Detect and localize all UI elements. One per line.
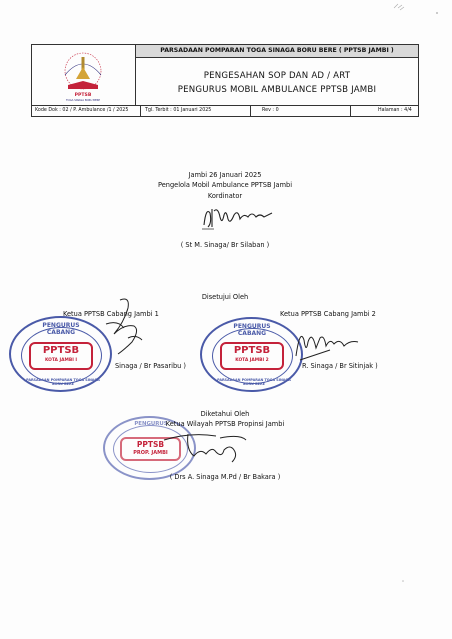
known-signature <box>160 426 250 471</box>
stamp-box <box>220 342 284 370</box>
title-line-1: PENGESAHAN SOP DAN AD / ART <box>203 71 351 81</box>
document-header <box>31 44 419 106</box>
divider <box>140 106 141 116</box>
stamp-ring-text: PARSADAAN POMPARAN TOGA SINAGA BORU BERE <box>26 378 100 386</box>
signer-position: Kordinator <box>207 192 243 200</box>
scanner-dot-icon <box>434 10 440 16</box>
known-name: ( Drs A. Sinaga M.Pd / Br Bakara ) <box>169 473 281 481</box>
stamp-sub-text: KOTA JAMBI I <box>44 358 78 363</box>
approver-right-title: Ketua PPTSB Cabang Jambi 2 <box>280 310 376 318</box>
stamp-ring-text: PARSADAAN POMPARAN TOGA SINAGA BORU BERE <box>217 378 291 386</box>
approved-heading: Disetujui Oleh <box>201 293 249 301</box>
stamp-top-text: PENGURUS CABANG <box>233 323 271 337</box>
scanner-mark-icon <box>392 2 406 12</box>
logo-cell <box>32 45 136 105</box>
known-title: Ketua Wilayah PPTSB Propinsi Jambi <box>165 420 285 428</box>
document-meta-row <box>31 106 419 117</box>
coordinator-signature <box>198 203 278 233</box>
signer-role: Pengelola Mobil Ambulance PPTSB Jambi <box>157 181 293 189</box>
divider <box>250 106 251 116</box>
stamp-main-text: PPTSB <box>233 345 271 356</box>
stamp-main-text: PPTSB <box>136 440 165 449</box>
kode-dok: Kode Dok : 02 / P. Ambulance /1 / 2025 <box>35 108 129 113</box>
svg-text:PPTSB: PPTSB <box>74 93 92 98</box>
tgl-terbit: Tgl. Terbit : 01 Januari 2025 <box>145 108 212 113</box>
known-heading: Diketahui Oleh <box>200 410 250 418</box>
stamp-main-text: PPTSB <box>42 345 80 356</box>
approver-left-name: Sinaga / Br Pasaribu ) <box>115 362 186 370</box>
approver-left-signature <box>84 294 154 364</box>
title-line-2: PENGURUS MOBIL AMBULANCE PPTSB JAMBI <box>177 85 377 95</box>
stamp-cabang-jambi-2 <box>200 317 303 392</box>
stamp-top-text: PENGURUS <box>134 421 168 427</box>
pptsb-logo-icon <box>32 45 135 105</box>
page-number: Halaman : 4/4 <box>378 108 412 113</box>
revision: Rev : 0 <box>262 108 279 113</box>
coordinator-name: ( St M. Sinaga/ Br Silaban ) <box>180 241 270 249</box>
org-name: PARSADAAN POMPARAN TOGA SINAGA BORU BERE ( PPTSB JAMBI ) <box>136 45 418 58</box>
stamp-top-text: PENGURUS CABANG <box>42 322 80 336</box>
scanner-dot-icon <box>400 578 406 584</box>
place-date: Jambi 26 Januari 2025 <box>188 171 262 179</box>
stamp-sub-text: KOTA JAMBI 2 <box>235 358 269 363</box>
stamp-sub-text: PROP. JAMBI <box>133 450 168 456</box>
approver-right-name: R. Sinaga / Br Sitinjak ) <box>302 362 378 370</box>
document-title <box>136 58 418 105</box>
svg-text:TOGA SINAGA BORU BERE: TOGA SINAGA BORU BERE <box>65 99 101 102</box>
divider <box>350 106 351 116</box>
approver-left-title: Ketua PPTSB Cabang Jambi 1 <box>63 310 159 318</box>
